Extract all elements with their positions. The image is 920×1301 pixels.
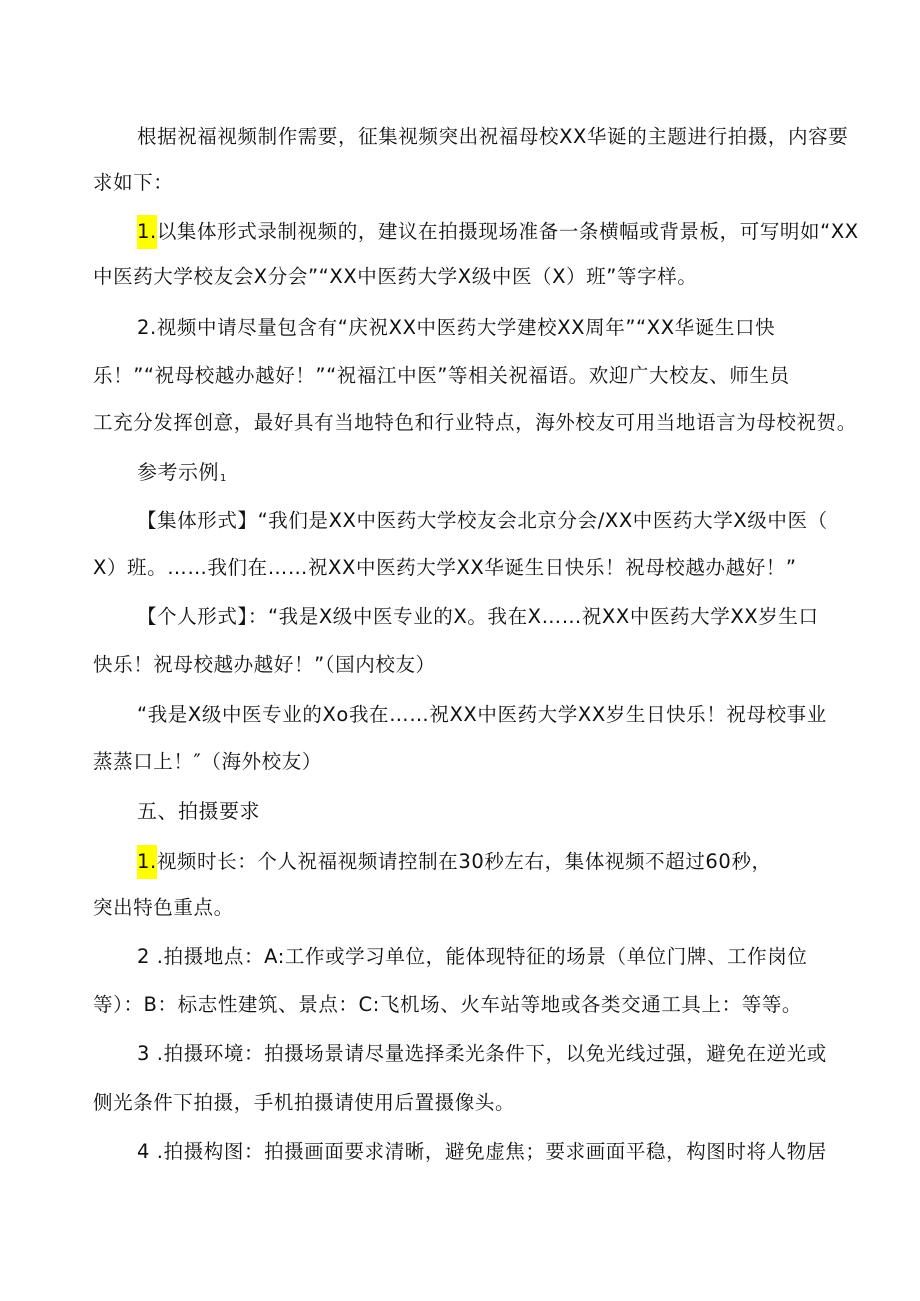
req-3-line-1: 3 .拍摄环境：拍摄场景请尽量选择柔光条件下，以免光线过强，避免在逆光或: [137, 1042, 827, 1065]
req-2-line-2: 等）：B：标志性建筑、景点：C:飞机场、火车站等地或各类交通工具上：等等。: [93, 993, 803, 1016]
overseas-example-line-1: “我是X级中医专业的Xo我在……祝XX中医药大学XX岁生日快乐！祝母校事业: [137, 703, 827, 726]
intro-line-2: 求如下：: [93, 171, 174, 194]
personal-example-line-1: 【个人形式】：“我是X级中医专业的X。我在X……祝XX中医药大学XX岁生口: [137, 605, 819, 628]
overseas-example-line-2: 蒸蒸口上！″（海外校友）: [93, 750, 322, 773]
personal-example-line-2: 快乐！祝母校越办越好！”（国内校友）: [93, 653, 436, 676]
examples-heading: [137, 457, 227, 494]
group-example-line-2: X）班。……我们在……祝XX中医药大学XX华诞生日快乐！祝母校越办越好！”: [93, 556, 797, 579]
item-2-line-2: 乐！”“祝母校越办越好！”“祝福江中医”等相关祝福语。欢迎广大校友、师生员: [93, 364, 790, 387]
examples-heading-text: 参考示例: [137, 460, 219, 484]
examples-heading-mark: 1: [220, 473, 227, 484]
item-2-line-1: 2.视频中请尽量包含有“庆祝XX中医药大学建校XX周年”“XX华诞生口快: [137, 316, 776, 339]
req-1-line-2: 突出特色重点。: [93, 896, 234, 919]
item-2-line-3: 工充分发挥创意，最好具有当地特色和行业特点，海外校友可用当地语言为母校祝贺。: [93, 411, 857, 434]
req-2-line-1: 2 .拍摄地点：A:工作或学习单位，能体现特征的场景（单位门牌、工作岗位: [137, 945, 808, 968]
req-4-line-1: 4 .拍摄构图：拍摄画面要求清晰，避免虚焦；要求画面平稳，构图时将人物居: [137, 1140, 827, 1163]
item-1-line-1: [137, 215, 859, 249]
section-5-heading: 五、拍摄要求: [137, 799, 260, 823]
req-1-line-1: [137, 845, 772, 879]
item-1-text: 以集体形式录制视频的，建议在拍摄现场准备一条横幅或背景板，可写明如“XX: [156, 220, 859, 243]
req-1-text: 视频时长：个人祝福视频请控制在30秒左右，集体视频不超过60秒，: [156, 850, 772, 873]
item-1-number-highlight: 1.: [137, 215, 157, 249]
intro-line-1: 根据祝福视频制作需要，征集视频突出祝福母校XX华诞的主题进行拍摄，内容要: [137, 125, 849, 148]
group-example-line-1: 【集体形式】“我们是XX中医药大学校友会北京分会/XX中医药大学X级中医（: [137, 509, 828, 532]
req-1-number-highlight: 1.: [137, 845, 157, 879]
item-1-line-2: 中医药大学校友会X分会”“XX中医药大学X级中医（X）班”等字样。: [93, 265, 698, 288]
req-3-line-2: 侧光条件下拍摄，手机拍摄请使用后置摄像头。: [93, 1091, 516, 1114]
